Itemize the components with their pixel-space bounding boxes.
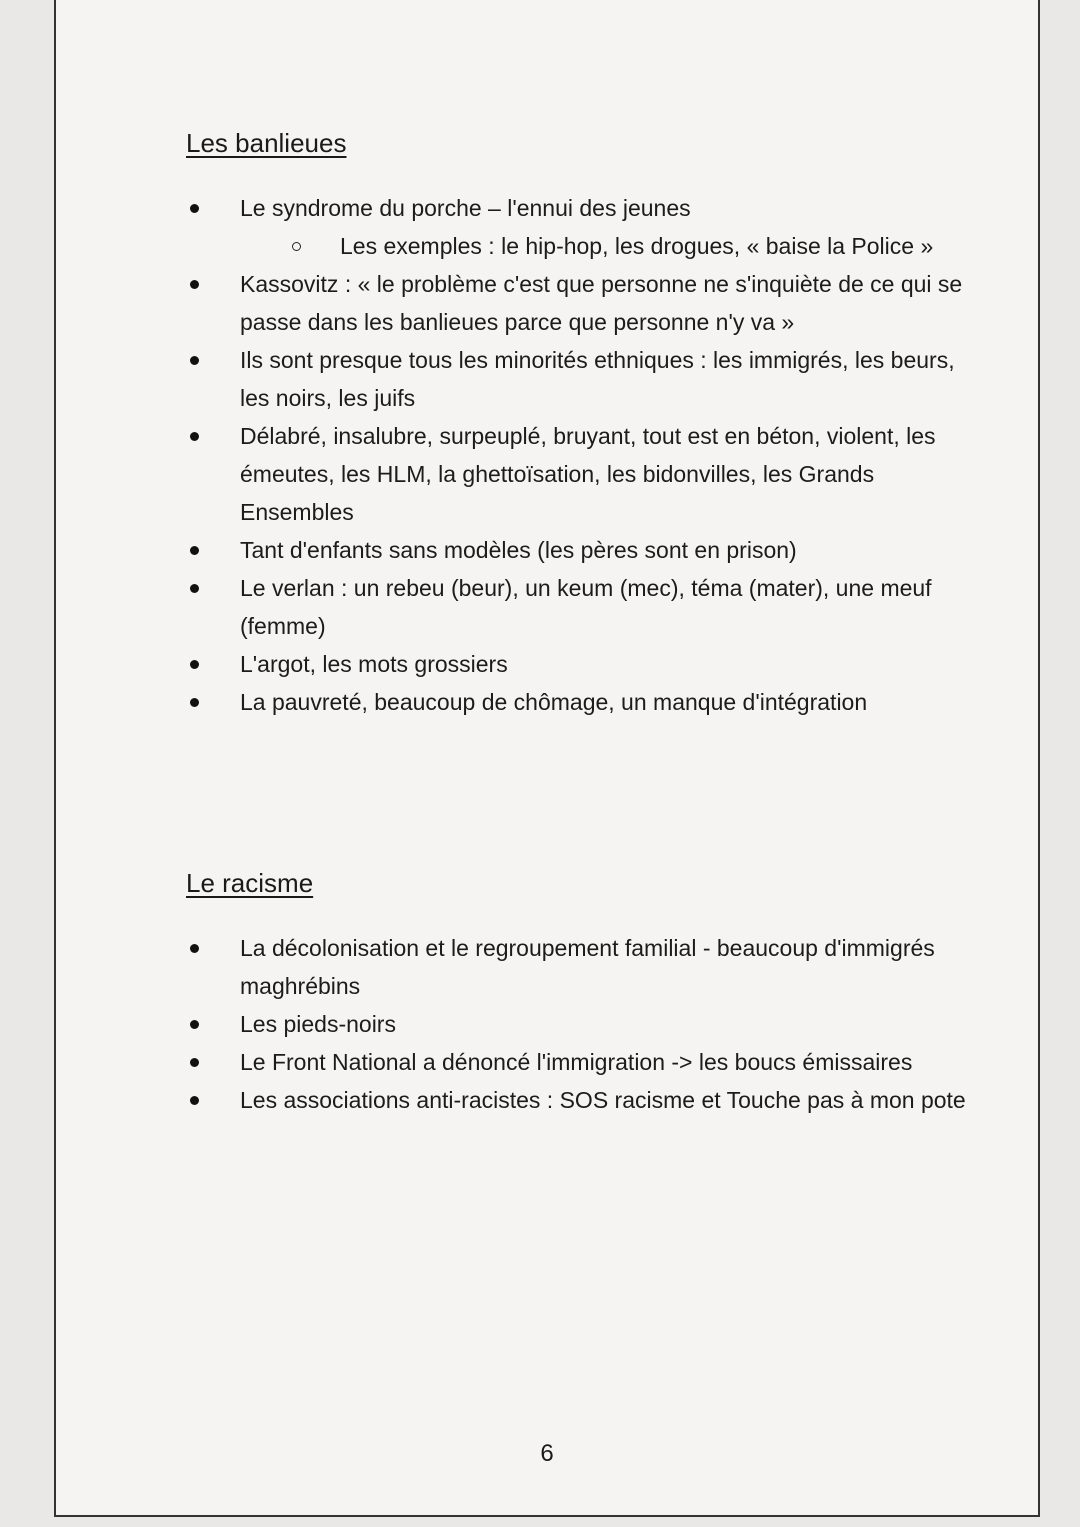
list-item — [186, 929, 986, 1005]
bullet-list — [186, 189, 986, 721]
bullet-icon — [190, 944, 199, 953]
bullet-icon — [190, 698, 199, 707]
list-item-text: Le syndrome du porche – l'ennui des jeunes — [240, 195, 691, 221]
sub-list-item — [290, 227, 986, 265]
list-item — [186, 417, 986, 531]
list-item-text: Délabré, insalubre, surpeuplé, bruyant, tout est en béton, violent, les émeutes, les HLM, la ghettoïsation, les bidonvilles, les Grands Ensembles — [240, 423, 936, 525]
bullet-icon — [190, 546, 199, 555]
bullet-icon — [190, 432, 199, 441]
list-item — [186, 1005, 986, 1043]
list-item-text: La décolonisation et le regroupement familial - beaucoup d'immigrés maghrébins — [240, 935, 935, 999]
list-item — [186, 531, 986, 569]
list-item — [186, 341, 986, 417]
list-item-text: Ils sont presque tous les minorités ethniques : les immigrés, les beurs, les noirs, les juifs — [240, 347, 955, 411]
bullet-icon — [190, 1096, 199, 1105]
bullet-icon — [190, 584, 199, 593]
bullet-icon — [190, 356, 199, 365]
section-racisme — [186, 868, 986, 1119]
list-item — [186, 189, 986, 265]
list-item — [186, 683, 986, 721]
list-item — [186, 265, 986, 341]
bullet-icon — [190, 660, 199, 669]
list-item — [186, 1043, 986, 1081]
list-item-text: Kassovitz : « le problème c'est que personne ne s'inquiète de ce qui se passe dans les banlieues parce que personne n'y va » — [240, 271, 963, 335]
bullet-icon — [190, 204, 199, 213]
list-item-text: Le verlan : un rebeu (beur), un keum (mec), téma (mater), une meuf (femme) — [240, 575, 932, 639]
list-item — [186, 645, 986, 683]
list-item-text: Les pieds-noirs — [240, 1011, 396, 1037]
list-item-text: Le Front National a dénoncé l'immigration -> les boucs émissaires — [240, 1049, 913, 1075]
list-item-text: Tant d'enfants sans modèles (les pères sont en prison) — [240, 537, 797, 563]
sub-list-item-text: Les exemples : le hip-hop, les drogues, « baise la Police » — [340, 233, 934, 259]
section-heading: Le racisme — [186, 868, 314, 898]
list-item-text: Les associations anti-racistes : SOS racisme et Touche pas à mon pote — [240, 1087, 966, 1113]
bullet-list — [186, 929, 986, 1119]
bullet-icon — [190, 280, 199, 289]
document-page — [54, 0, 1040, 1517]
hollow-bullet-icon — [292, 242, 301, 251]
list-item — [186, 569, 986, 645]
bullet-icon — [190, 1020, 199, 1029]
list-item — [186, 1081, 986, 1119]
list-item-text: La pauvreté, beaucoup de chômage, un manque d'intégration — [240, 689, 868, 715]
sub-list — [240, 227, 986, 265]
list-item-text: L'argot, les mots grossiers — [240, 651, 508, 677]
bullet-icon — [190, 1058, 199, 1067]
section-banlieues — [186, 128, 986, 721]
page-number: 6 — [540, 1440, 554, 1467]
section-heading: Les banlieues — [186, 128, 347, 158]
